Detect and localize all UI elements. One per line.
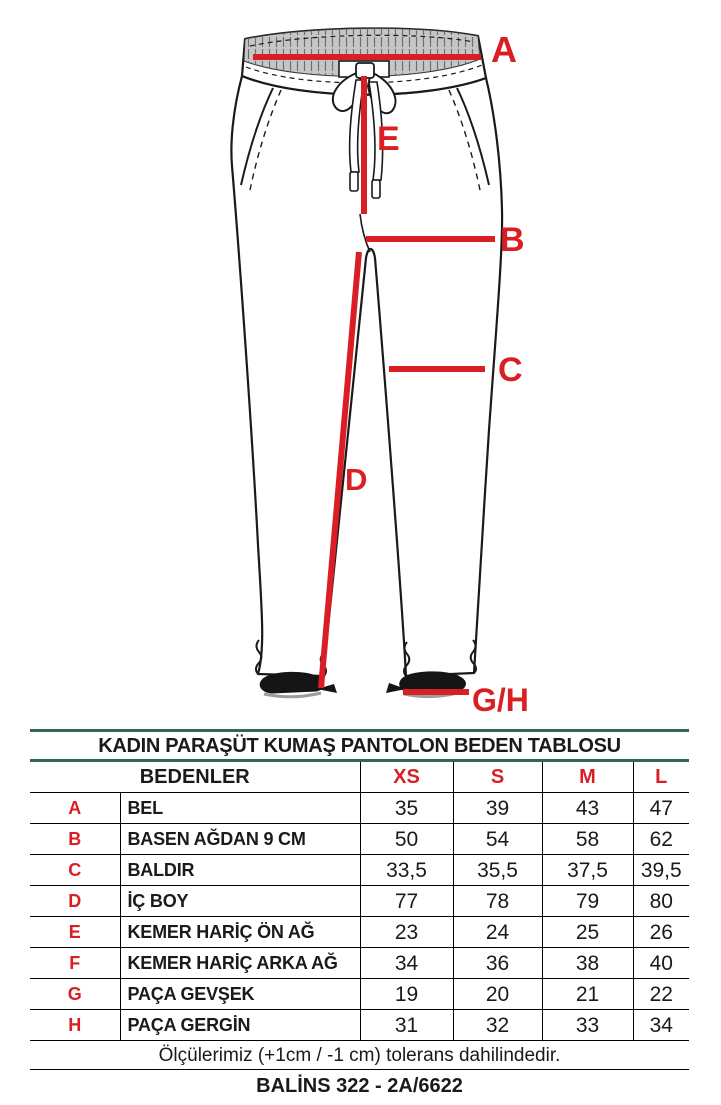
row-value: 34 bbox=[633, 1010, 689, 1041]
row-value: 26 bbox=[633, 917, 689, 948]
measurement-label-gh: G/H bbox=[472, 682, 529, 718]
table-row-a bbox=[30, 793, 689, 824]
sizes-header-row bbox=[30, 761, 689, 793]
row-letter: G bbox=[30, 979, 120, 1010]
measurement-label-a: A bbox=[491, 29, 517, 70]
size-table bbox=[30, 729, 689, 1102]
row-value: 19 bbox=[360, 979, 453, 1010]
row-value: 20 bbox=[453, 979, 542, 1010]
row-value: 34 bbox=[360, 948, 453, 979]
measurement-label-c: C bbox=[498, 351, 523, 389]
row-value: 35 bbox=[360, 793, 453, 824]
measurement-label-b: B bbox=[500, 221, 525, 259]
table-row-f bbox=[30, 948, 689, 979]
row-letter: E bbox=[30, 917, 120, 948]
row-name: KEMER HARİÇ ARKA AĞ bbox=[120, 948, 360, 979]
bedenler-header: BEDENLER bbox=[139, 766, 250, 788]
drawstring-aglet-right bbox=[372, 180, 380, 198]
row-letter: F bbox=[30, 948, 120, 979]
table-row-g bbox=[30, 979, 689, 1010]
row-letter: D bbox=[30, 886, 120, 917]
drawstring-knot bbox=[356, 63, 374, 78]
row-value: 39 bbox=[453, 793, 542, 824]
row-name: KEMER HARİÇ ÖN AĞ bbox=[120, 917, 360, 948]
size-col-l: L bbox=[633, 761, 689, 793]
row-value: 22 bbox=[633, 979, 689, 1010]
cuff-left bbox=[260, 672, 324, 693]
row-letter: H bbox=[30, 1010, 120, 1041]
row-value: 23 bbox=[360, 917, 453, 948]
product-code-row bbox=[30, 1070, 689, 1103]
row-value: 47 bbox=[633, 793, 689, 824]
row-value: 58 bbox=[542, 824, 633, 855]
row-value: 77 bbox=[360, 886, 453, 917]
table-title-row bbox=[30, 731, 689, 761]
table-row-e bbox=[30, 917, 689, 948]
row-value: 54 bbox=[453, 824, 542, 855]
tolerance-row bbox=[30, 1041, 689, 1070]
table-title: KADIN PARAŞÜT KUMAŞ PANTOLON BEDEN TABLOSU bbox=[30, 731, 689, 761]
size-col-s: S bbox=[453, 761, 542, 793]
row-value: 25 bbox=[542, 917, 633, 948]
size-col-m: M bbox=[542, 761, 633, 793]
row-value: 43 bbox=[542, 793, 633, 824]
row-value: 62 bbox=[633, 824, 689, 855]
row-value: 79 bbox=[542, 886, 633, 917]
measurement-label-d: D bbox=[345, 462, 368, 497]
row-value: 33,5 bbox=[360, 855, 453, 886]
row-value: 35,5 bbox=[453, 855, 542, 886]
table-row-b bbox=[30, 824, 689, 855]
table-row-d bbox=[30, 886, 689, 917]
measurement-label-e: E bbox=[377, 120, 400, 158]
row-name: İÇ BOY bbox=[120, 886, 360, 917]
row-value: 39,5 bbox=[633, 855, 689, 886]
row-name: PAÇA GEVŞEK bbox=[120, 979, 360, 1010]
row-value: 37,5 bbox=[542, 855, 633, 886]
drawstring-aglet-left bbox=[350, 172, 358, 191]
size-col-xs: XS bbox=[360, 761, 453, 793]
table-row-c bbox=[30, 855, 689, 886]
row-value: 78 bbox=[453, 886, 542, 917]
row-value: 38 bbox=[542, 948, 633, 979]
cuff-left-shadow bbox=[264, 693, 321, 697]
table-row-h bbox=[30, 1010, 689, 1041]
row-value: 50 bbox=[360, 824, 453, 855]
row-letter: C bbox=[30, 855, 120, 886]
tolerance-note: Ölçülerimiz (+1cm / -1 cm) tolerans dahilindedir. bbox=[30, 1041, 689, 1070]
row-letter: B bbox=[30, 824, 120, 855]
product-code: BALİNS 322 - 2A/6622 bbox=[256, 1075, 463, 1097]
row-value: 33 bbox=[542, 1010, 633, 1041]
row-name: BALDIR bbox=[120, 855, 360, 886]
row-value: 32 bbox=[453, 1010, 542, 1041]
row-name: PAÇA GERGİN bbox=[120, 1010, 360, 1041]
row-value: 21 bbox=[542, 979, 633, 1010]
row-value: 80 bbox=[633, 886, 689, 917]
row-value: 24 bbox=[453, 917, 542, 948]
row-name: BASEN AĞDAN 9 CM bbox=[120, 824, 360, 855]
row-letter: A bbox=[30, 793, 120, 824]
row-value: 40 bbox=[633, 948, 689, 979]
row-value: 36 bbox=[453, 948, 542, 979]
row-value: 31 bbox=[360, 1010, 453, 1041]
row-name: BEL bbox=[120, 793, 360, 824]
